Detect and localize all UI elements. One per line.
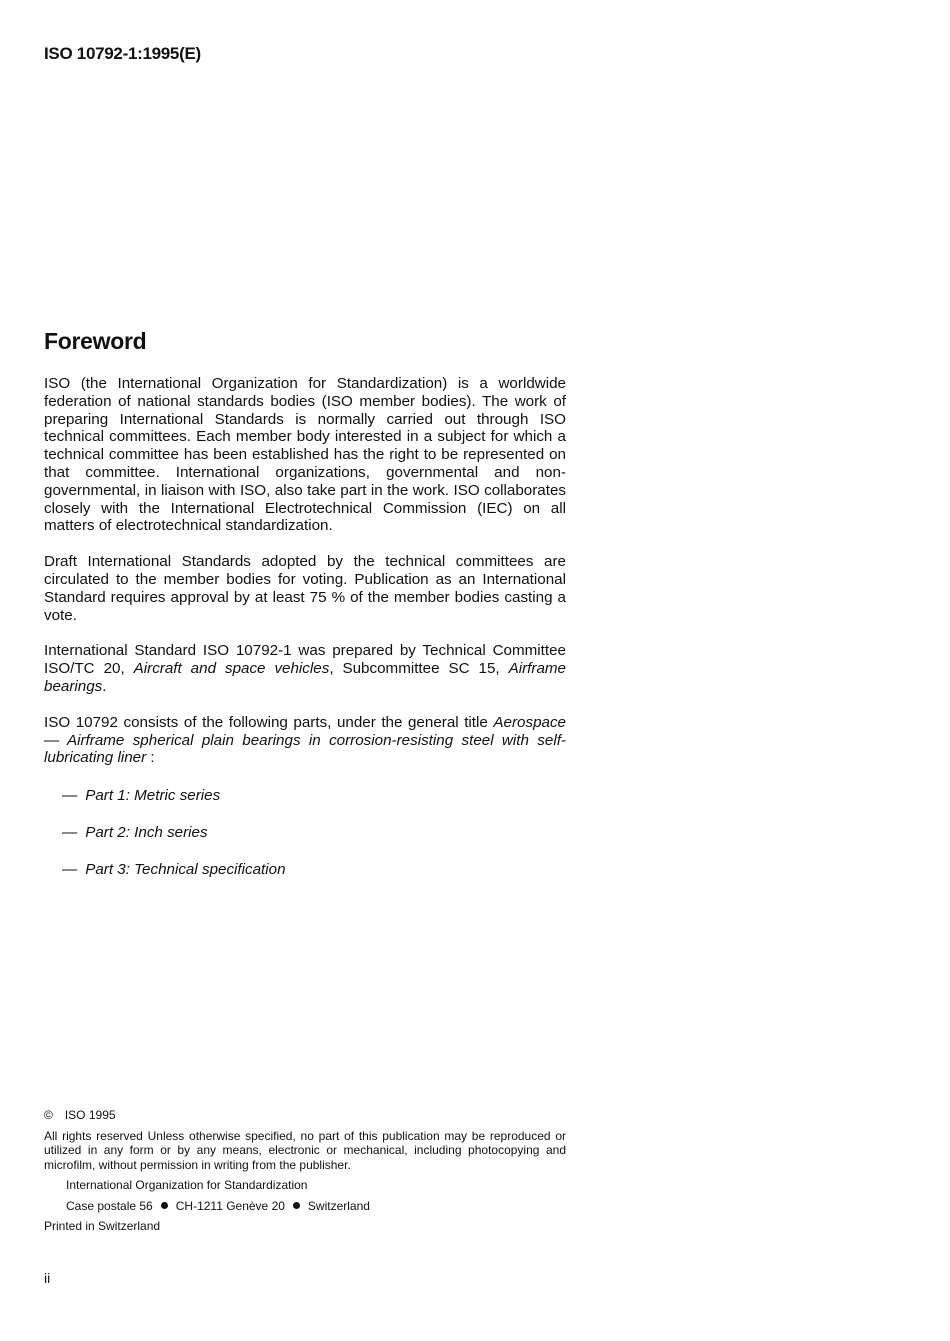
- committee-name: Aircraft and space vehicles: [133, 660, 330, 678]
- copyright-block: [44, 1108, 566, 1234]
- copyright-icon: ©: [44, 1108, 53, 1122]
- foreword-paragraph-2: Draft International Standards adopted by the technical committees are circulated to the member bodies for voting. Publication as an International Standard requires approval by at least 75 % of the member bodies casting a vote.: [44, 553, 566, 624]
- organization-name: International Organization for Standardization: [66, 1178, 308, 1192]
- part-label: Part 3: Technical specification: [85, 860, 286, 878]
- list-item: [62, 861, 566, 879]
- list-dash: —: [62, 823, 78, 841]
- para3-suffix: .: [102, 677, 107, 695]
- document-reference: ISO 10792-1:1995(E): [44, 44, 201, 63]
- general-title: Aerospace — Airframe spherical plain bearings in corrosion-resisting steel with self-lubricating liner: [44, 713, 566, 767]
- printed-in: Printed in Switzerland: [44, 1219, 161, 1233]
- para4-prefix: ISO 10792 consists of the following parts, under the general title: [44, 713, 494, 731]
- address-city: CH-1211 Genève 20: [175, 1198, 285, 1213]
- page-title: Foreword: [44, 328, 147, 354]
- copyright-line: [44, 1108, 566, 1123]
- foreword-body: [44, 375, 566, 898]
- foreword-paragraph-3: [44, 642, 566, 695]
- subcommittee-name: Airframe bearings: [44, 660, 566, 695]
- address-country: Switzerland: [307, 1198, 370, 1213]
- list-item: [62, 824, 566, 842]
- rights-statement: All rights reserved Unless otherwise specified, no part of this publication may be reproduced or utilized in any form or by any means, electronic or mechanical, including photocopying and microfilm, without permission in writing from the publisher.: [44, 1128, 566, 1172]
- part-label: Part 1: Metric series: [85, 787, 221, 805]
- foreword-paragraph-4: [44, 714, 566, 767]
- bullet-dot-icon: [293, 1202, 300, 1209]
- copyright-notice: ISO 1995: [64, 1108, 116, 1122]
- list-dash: —: [62, 860, 78, 878]
- para4-suffix: :: [146, 749, 155, 767]
- para3-middle: , Subcommittee SC 15,: [329, 660, 509, 678]
- address-postbox: Case postale 56: [66, 1198, 153, 1213]
- para3-prefix: International Standard ISO 10792-1 was prepared by Technical Committee ISO/TC 20,: [44, 642, 566, 678]
- bullet-dot-icon: [161, 1202, 168, 1209]
- parts-list: [44, 787, 566, 878]
- page-number: ii: [44, 1270, 51, 1286]
- postal-address: [66, 1199, 566, 1214]
- list-item: [62, 787, 566, 805]
- part-label: Part 2: Inch series: [85, 823, 208, 841]
- foreword-paragraph-1: ISO (the International Organization for Standardization) is a worldwide federation of national standards bodies (ISO member bodies). The work of preparing International Standards is normally carried out through ISO technical committees. Each member body interested in a subject for which a technical committee has been established has the right to be represented on that committee. International organizations, governmental and non-governmental, in liaison with ISO, also take part in the work. ISO collaborates closely with the International Electrotechnical Commission (IEC) on all matters of electrotechnical standardization.: [44, 375, 566, 535]
- list-dash: —: [62, 787, 78, 805]
